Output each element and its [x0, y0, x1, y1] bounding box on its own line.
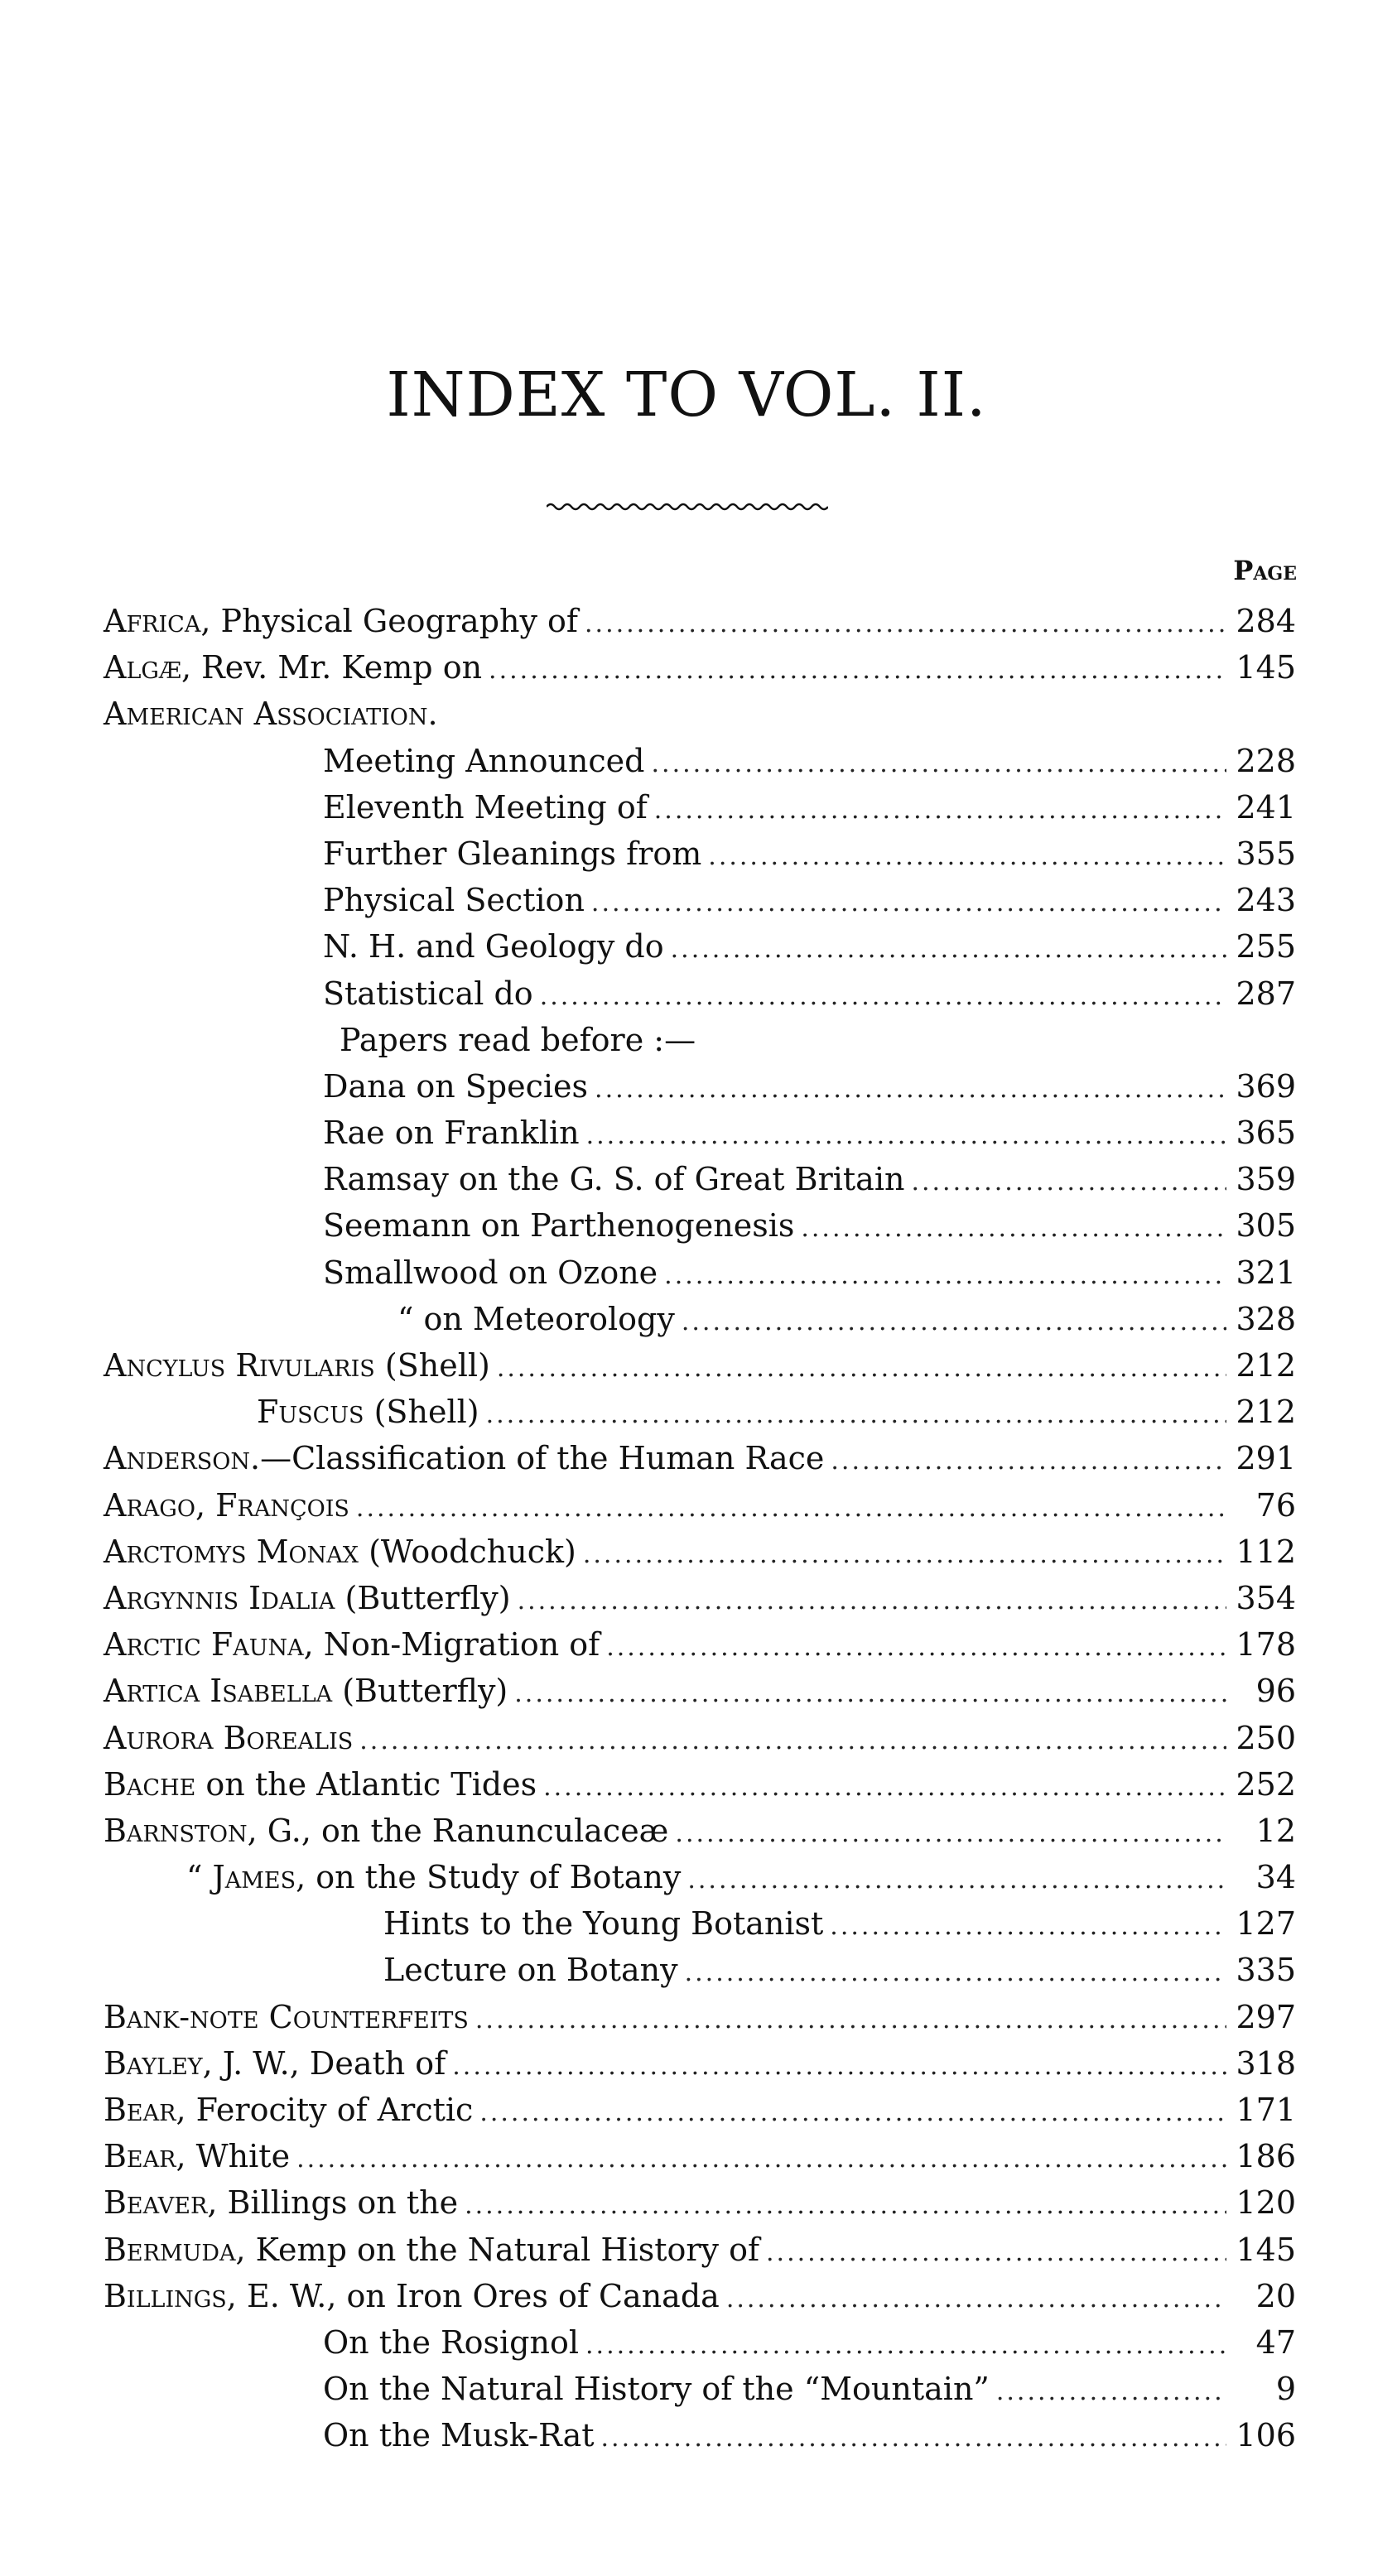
dot-leader [652, 741, 1227, 787]
entry-text: On the Rosignol [323, 2323, 579, 2361]
dot-leader [452, 2044, 1226, 2090]
entry-page-number: 186 [1236, 2138, 1296, 2175]
page-title: INDEX TO VOL. II. [386, 359, 987, 431]
entry-heading: Bache [104, 1765, 196, 1803]
entry-page-number: 359 [1236, 1161, 1296, 1198]
entry-page-number: 228 [1236, 742, 1296, 779]
dot-leader [543, 1765, 1226, 1811]
index-entry [104, 831, 1296, 877]
index-entry [104, 1156, 1296, 1202]
index-entry [104, 598, 1296, 644]
entry-text: (Shell) [364, 1394, 479, 1431]
entry-heading: Algæ, [104, 649, 192, 686]
index-entry [104, 1296, 1296, 1342]
index-entry [104, 1017, 1296, 1063]
entry-heading: Argynnis Idalia [104, 1579, 335, 1616]
entry-page-number: 241 [1236, 788, 1296, 826]
dot-leader [682, 1299, 1226, 1346]
entry-page-number: 106 [1236, 2417, 1296, 2454]
dot-leader [726, 2276, 1226, 2323]
entry-text: On the Natural History of the “Mountain” [323, 2371, 990, 2408]
entry-page-number: 112 [1236, 1533, 1296, 1570]
index-entry [104, 2179, 1296, 2226]
index-entry [104, 2227, 1296, 2273]
index-entry [104, 1994, 1296, 2040]
index-entry [104, 877, 1296, 923]
entry-page-number: 127 [1236, 1905, 1296, 1943]
entry-page-number: 252 [1236, 1765, 1296, 1803]
entry-page-number: 328 [1236, 1300, 1296, 1337]
entry-label [383, 1947, 678, 1993]
index-entry [104, 1063, 1296, 1110]
entry-text: E. W., on Iron Ores of Canada [236, 2277, 720, 2314]
entry-page-number: 297 [1236, 1998, 1296, 2035]
index-entry [104, 2412, 1296, 2458]
entry-text: White [185, 2138, 291, 2175]
entry-text: on the Study of Botany [306, 1859, 682, 1896]
entry-label [104, 2227, 759, 2273]
dot-leader [801, 1206, 1226, 1252]
entry-label [104, 2087, 473, 2133]
index-entry [104, 1342, 1296, 1389]
entry-page-number: 335 [1236, 1952, 1296, 1989]
index-entry [104, 644, 1296, 691]
entry-label [104, 691, 438, 737]
dot-leader [479, 2090, 1226, 2136]
dot-leader [687, 1857, 1226, 1904]
index-entry [104, 2319, 1296, 2366]
dot-leader [583, 1532, 1226, 1578]
entry-text: Billings on the [217, 2184, 459, 2222]
entry-heading: Africa, [104, 603, 211, 639]
entry-text: Statistical do [323, 975, 533, 1012]
entry-page-number: 354 [1236, 1579, 1296, 1616]
entry-heading: Bear, [104, 2092, 186, 2128]
entry-label [104, 1435, 824, 1481]
entry-page-number: 305 [1236, 1207, 1296, 1245]
entry-heading: Billings, [104, 2277, 237, 2314]
index-entry [104, 1575, 1296, 1621]
dot-leader [514, 1671, 1226, 1717]
dot-leader [475, 1997, 1226, 2044]
entry-label [104, 1808, 668, 1854]
entry-label [323, 2366, 990, 2412]
entry-text: Physical Geography of [210, 603, 578, 639]
entry-page-number: 321 [1236, 1254, 1296, 1291]
index-entry [104, 1668, 1296, 1714]
index-entry [104, 1435, 1296, 1481]
dot-leader [586, 1113, 1226, 1159]
entry-page-number: 369 [1236, 1067, 1296, 1105]
entry-label [383, 1900, 823, 1947]
entry-heading: Beaver, [104, 2184, 218, 2222]
entry-label [323, 1156, 904, 1202]
entry-label [323, 738, 645, 784]
index-entry [104, 2087, 1296, 2133]
entry-text: on the Atlantic Tides [195, 1765, 537, 1803]
entry-page-number: 255 [1236, 928, 1296, 965]
entry-heading: Barnston, G., [104, 1812, 311, 1849]
entry-label [340, 1017, 696, 1063]
entry-label [104, 1715, 353, 1761]
entry-heading: Arctic Fauna, [104, 1626, 314, 1664]
entry-page-number: 365 [1236, 1115, 1296, 1152]
entry-label [104, 644, 482, 691]
dot-leader [585, 2323, 1226, 2369]
entry-label [323, 970, 533, 1017]
dot-leader [518, 1578, 1226, 1625]
entry-text: “ on Meteorology [397, 1300, 675, 1337]
entry-text: Kemp on the Natural History of [245, 2231, 760, 2268]
dot-leader [595, 1067, 1226, 1113]
dot-leader [296, 2136, 1226, 2183]
entry-label [104, 1668, 508, 1714]
dot-leader [996, 2369, 1226, 2415]
entry-label [104, 2133, 290, 2179]
entry-heading: American Association. [104, 696, 438, 733]
dot-leader [911, 1159, 1226, 1206]
entry-label [323, 1110, 580, 1156]
entry-text: N. H. and Geology do [323, 928, 664, 965]
entry-page-number: 96 [1255, 1673, 1296, 1710]
index-entry [104, 970, 1296, 1017]
entry-label [186, 1854, 681, 1900]
index-entry [104, 738, 1296, 784]
entry-label [323, 923, 664, 970]
dot-leader [606, 1625, 1226, 1671]
entry-heading: Bear, [104, 2138, 186, 2175]
entry-label [104, 1529, 576, 1575]
entry-heading: Bank-note Counterfeits [104, 1998, 469, 2035]
entry-text: Smallwood on Ozone [323, 1254, 658, 1291]
dot-leader [831, 1438, 1226, 1485]
entry-heading: Anderson. [104, 1440, 261, 1477]
entry-label [104, 1621, 600, 1668]
entry-heading: Bayley, [104, 2044, 213, 2082]
index-entry [104, 1900, 1296, 1947]
entry-heading: Aurora Borealis [104, 1719, 354, 1756]
dot-leader [601, 2415, 1226, 2462]
entry-page-number: 12 [1255, 1812, 1296, 1849]
entry-page-number: 178 [1236, 1626, 1296, 1664]
dot-leader [685, 1950, 1226, 1996]
dot-leader [591, 880, 1226, 927]
entry-text: Dana on Species [323, 1067, 589, 1105]
entry-page-number: 243 [1236, 882, 1296, 919]
entry-text: (Butterfly) [332, 1673, 508, 1710]
entry-label [323, 1249, 658, 1296]
entry-label [104, 1482, 349, 1529]
index-entry [104, 2273, 1296, 2319]
entry-page-number: 284 [1236, 603, 1296, 639]
dot-leader [356, 1485, 1226, 1532]
index-entry [104, 1621, 1296, 1668]
dot-leader [497, 1346, 1226, 1392]
index-entry [104, 1761, 1296, 1808]
index-list [104, 598, 1296, 2459]
entry-page-number: 212 [1236, 1347, 1296, 1384]
entry-text: On the Musk-Rat [323, 2417, 595, 2454]
entry-text: Hints to the Young Botanist [383, 1905, 824, 1943]
entry-heading: Ancylus Rivularis [104, 1347, 375, 1384]
entry-page-number: 291 [1236, 1440, 1296, 1477]
entry-label [104, 2040, 446, 2087]
entry-text: Seemann on Parthenogenesis [323, 1207, 795, 1245]
entry-label [104, 1575, 511, 1621]
entry-text: Eleventh Meeting of [323, 788, 648, 826]
dot-leader [465, 2183, 1226, 2229]
index-entry [104, 2133, 1296, 2179]
dot-leader [675, 1811, 1226, 1857]
entry-label [104, 1342, 490, 1389]
index-entry [104, 1854, 1296, 1900]
entry-text: Ramsay on the G. S. of Great Britain [323, 1161, 905, 1198]
entry-page-number: 34 [1255, 1859, 1296, 1896]
index-entry [104, 1947, 1296, 1993]
entry-heading: Fuscus [257, 1394, 364, 1431]
entry-text: Meeting Announced [323, 742, 645, 779]
entry-label [323, 1202, 794, 1249]
entry-text: Rae on Franklin [323, 1115, 580, 1152]
index-entry [104, 2040, 1296, 2087]
entry-page-number: 20 [1255, 2277, 1296, 2314]
entry-heading: Arctomys Monax [104, 1533, 359, 1570]
index-entry [104, 784, 1296, 831]
page-column-label: Page [1233, 555, 1297, 586]
index-entry [104, 1529, 1296, 1575]
entry-label [323, 831, 701, 877]
dot-leader [708, 834, 1226, 880]
dot-leader [489, 648, 1226, 694]
decorative-wavy-rule [547, 501, 828, 513]
dot-leader [664, 1253, 1226, 1299]
entry-heading: Arago, François [104, 1486, 349, 1524]
entry-text: (Shell) [374, 1347, 490, 1384]
entry-page-number: 355 [1236, 835, 1296, 872]
dot-leader [766, 2230, 1226, 2276]
entry-text: on the Ranunculaceæ [311, 1812, 669, 1849]
entry-page-number: 47 [1255, 2323, 1296, 2361]
entry-label [323, 1063, 588, 1110]
index-entry [104, 1715, 1296, 1761]
entry-page-number: 9 [1275, 2371, 1296, 2408]
dot-leader [830, 1904, 1226, 1950]
entry-page-number: 287 [1236, 975, 1296, 1012]
index-entry [104, 923, 1296, 970]
entry-label [323, 784, 648, 831]
entry-heading: Bermuda, [104, 2231, 246, 2268]
index-entry [104, 691, 1296, 737]
entry-label [104, 1994, 469, 2040]
dot-leader [359, 1718, 1226, 1765]
entry-text: (Woodchuck) [359, 1533, 576, 1570]
entry-page-number: 145 [1236, 649, 1296, 686]
entry-text: Non-Migration of [313, 1626, 600, 1664]
entry-text: Ferocity of Arctic [185, 2092, 474, 2128]
entry-page-number: 120 [1236, 2184, 1296, 2222]
index-entry [104, 1249, 1296, 1296]
entry-label [323, 2412, 595, 2458]
entry-text: Further Gleanings from [323, 835, 702, 872]
entry-label [397, 1296, 675, 1342]
entry-text: Rev. Mr. Kemp on [191, 649, 483, 686]
index-entry [104, 1110, 1296, 1156]
entry-page-number: 171 [1236, 2092, 1296, 2128]
index-entry [104, 2366, 1296, 2412]
index-entry [104, 1202, 1296, 1249]
entry-text: J. W., Death of [212, 2044, 446, 2082]
dot-leader [585, 601, 1226, 648]
entry-text: Physical Section [323, 882, 585, 919]
index-entry [104, 1808, 1296, 1854]
entry-text: Lecture on Botany [383, 1952, 678, 1989]
dot-leader [540, 974, 1226, 1020]
entry-page-number: 76 [1255, 1486, 1296, 1524]
entry-heading: “ James, [186, 1859, 306, 1896]
index-entry [104, 1389, 1296, 1435]
entry-page-number: 145 [1236, 2231, 1296, 2268]
entry-label [257, 1389, 479, 1435]
entry-text: —Classification of the Human Race [260, 1440, 825, 1477]
index-entry [104, 1482, 1296, 1529]
entry-label [104, 2273, 720, 2319]
dot-leader [671, 927, 1226, 973]
entry-label [323, 877, 585, 923]
dot-leader [486, 1392, 1226, 1438]
entry-label [323, 2319, 579, 2366]
entry-label [104, 1761, 537, 1808]
entry-page-number: 250 [1236, 1719, 1296, 1756]
entry-page-number: 318 [1236, 2044, 1296, 2082]
entry-text: Papers read before :— [340, 1021, 696, 1058]
entry-heading: Artica Isabella [104, 1673, 333, 1710]
dot-leader [654, 787, 1226, 834]
entry-text: (Butterfly) [335, 1579, 511, 1616]
entry-label [104, 2179, 458, 2226]
entry-page-number: 212 [1236, 1394, 1296, 1431]
entry-label [104, 598, 578, 644]
